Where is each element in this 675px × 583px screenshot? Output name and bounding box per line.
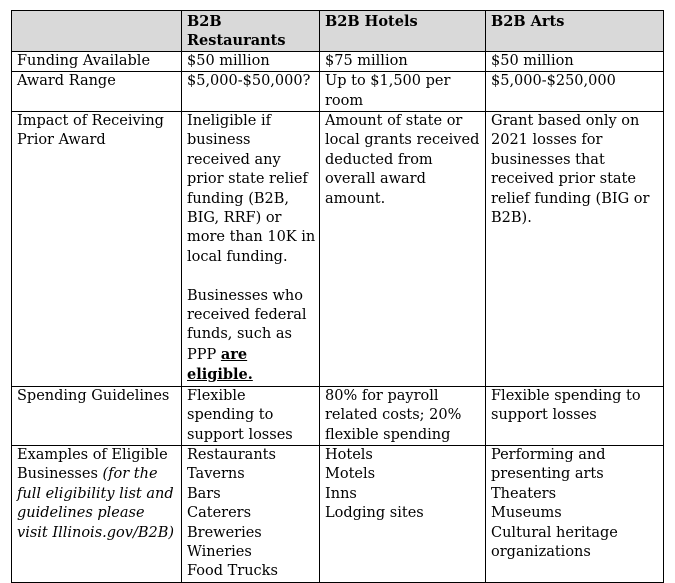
award-restaurants: $5,000-$50,000? — [182, 72, 320, 112]
spending-hotels: 80% for payroll related costs; 20% flexible spending — [320, 386, 486, 445]
impact-restaurants-eligible-emphasis: are eligible. — [187, 345, 253, 384]
row-label-impact: Impact of Receiving Prior Award — [12, 112, 182, 387]
funding-arts: $50 million — [486, 51, 664, 71]
row-label-funding: Funding Available — [12, 51, 182, 71]
examples-label: Examples of Eligible Businesses — [17, 446, 168, 483]
impact-restaurants-ineligible-text: Ineligible if business received any prior state relief funding (B2B, BIG, RRF) or more than 10K in local funding. — [187, 113, 316, 265]
list-item: Motels — [325, 466, 376, 483]
list-item: Cultural heritage organizations — [491, 524, 618, 560]
examples-hotels — [320, 445, 486, 582]
examples-restaurants — [182, 445, 320, 582]
header-b2b-restaurants: B2B Restaurants — [182, 11, 320, 52]
spending-restaurants: Flexible spending to support losses — [182, 386, 320, 445]
examples-arts — [486, 445, 664, 582]
header-row — [12, 11, 664, 52]
list-item: Bars — [187, 485, 221, 502]
row-label-spending: Spending Guidelines — [12, 386, 182, 445]
list-item: Inns — [325, 485, 357, 502]
row-label-examples — [12, 445, 182, 582]
row-eligible-examples — [12, 445, 664, 582]
funding-hotels: $75 million — [320, 51, 486, 71]
list-item: Taverns — [187, 466, 245, 483]
list-item: Museums — [491, 505, 562, 522]
row-spending-guidelines — [12, 386, 664, 445]
list-item: Theaters — [491, 485, 557, 502]
list-item: Hotels — [325, 446, 373, 463]
examples-label-note: (for the full eligibility list and guidelines please visit Illinois.gov/B2B) — [17, 466, 175, 541]
list-item: Wineries — [187, 543, 252, 560]
impact-arts: Grant based only on 2021 losses for businesses that received prior state relief funding (BIG or B2B). — [486, 112, 664, 387]
list-item: Performing and presenting arts — [491, 446, 606, 483]
funding-restaurants: $50 million — [182, 51, 320, 71]
impact-hotels: Amount of state or local grants received deducted from overall award amount. — [320, 112, 486, 387]
row-funding-available — [12, 51, 664, 71]
row-impact-prior-award — [12, 112, 664, 387]
list-item: Breweries — [187, 524, 262, 541]
list-item: Food Trucks — [187, 563, 278, 580]
b2b-comparison-table — [11, 10, 664, 583]
row-label-award: Award Range — [12, 72, 182, 112]
award-hotels: Up to $1,500 per room — [320, 72, 486, 112]
list-item: Caterers — [187, 505, 252, 522]
list-item: Restaurants — [187, 446, 276, 463]
spending-arts: Flexible spending to support losses — [486, 386, 664, 445]
row-award-range — [12, 72, 664, 112]
header-corner-cell — [12, 11, 182, 52]
impact-restaurants-federal-text: Businesses who received federal funds, such as PPP — [187, 287, 307, 363]
award-arts: $5,000-$250,000 — [486, 72, 664, 112]
header-b2b-hotels: B2B Hotels — [320, 11, 486, 52]
list-item: Lodging sites — [325, 505, 424, 522]
impact-restaurants — [182, 112, 320, 387]
header-b2b-arts: B2B Arts — [486, 11, 664, 52]
